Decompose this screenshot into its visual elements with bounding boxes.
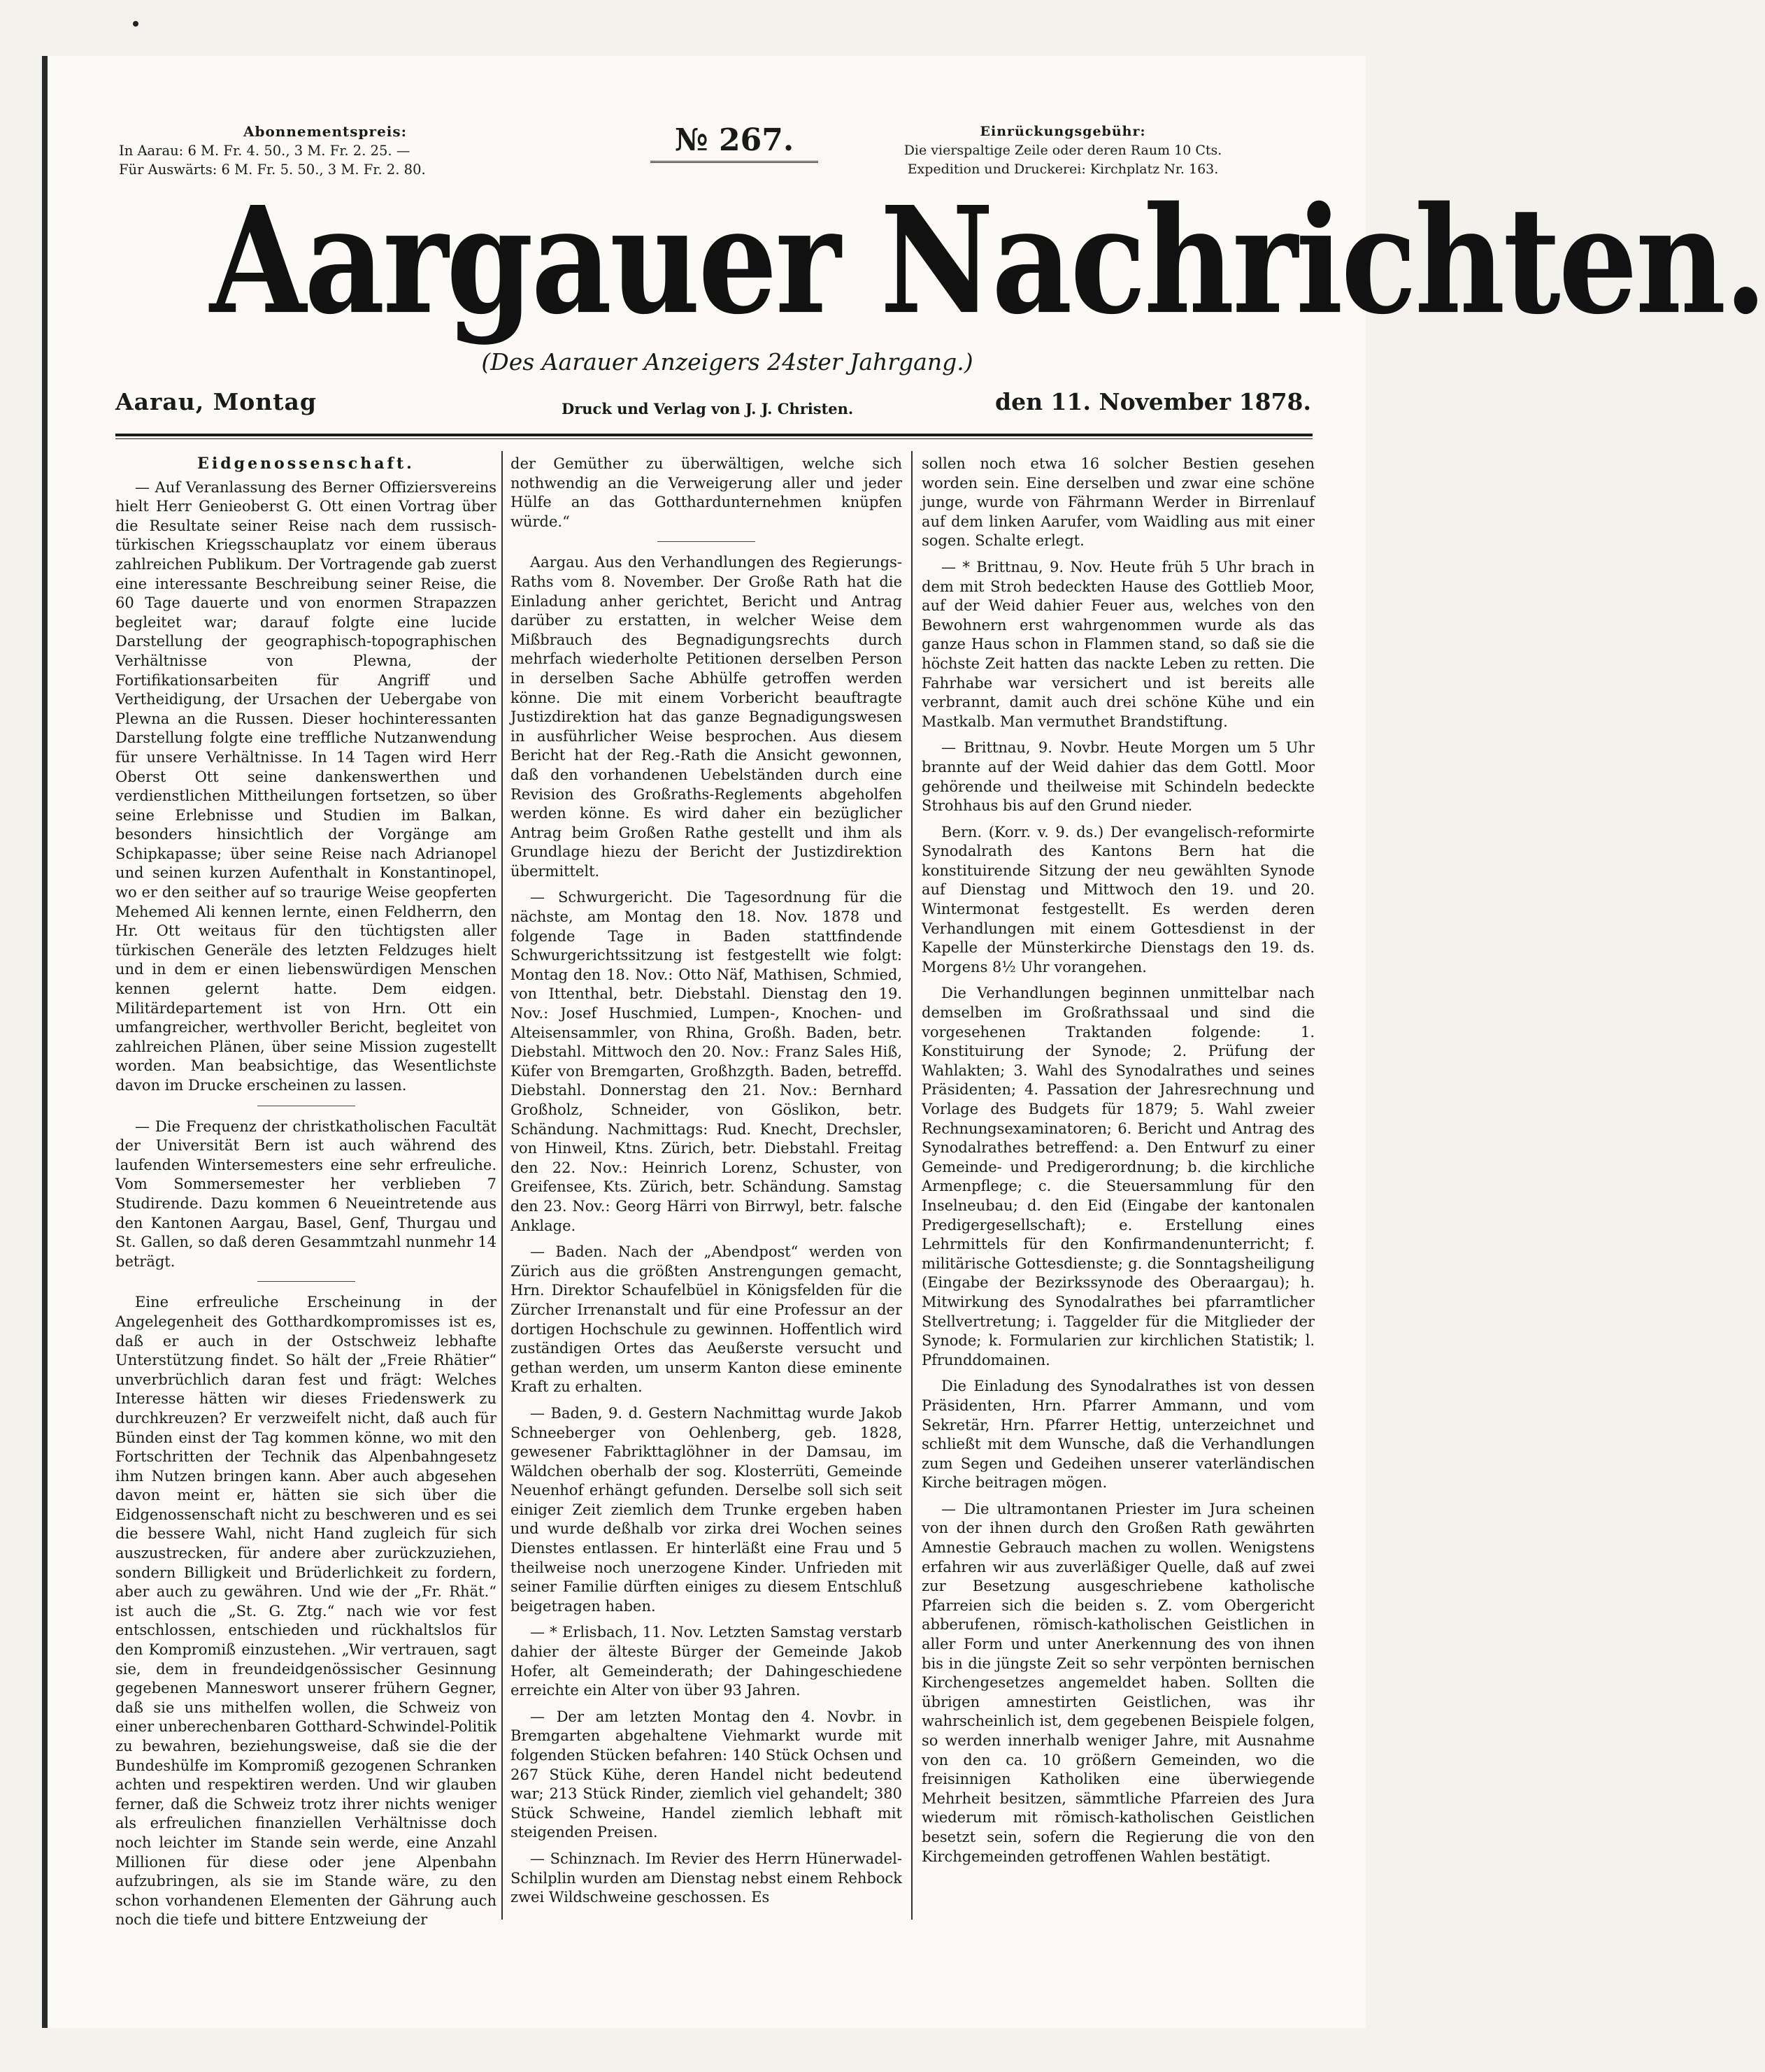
article-paragraph: Aargau. Aus den Verhandlungen des Regierungs-Raths vom 8. November. Der Große Rath hat die Einladung anher gerichtet, Bericht und Antrag darüber zu erstatten, in welcher Weise dem Mißbrauch des Begnadigungsrechts durch mehrfach wiederholte Petitionen derselben Person in derselben Sache Abhülfe getroffen werden könne. Die mit einem Vorbericht beauftragte Justizdirektion hat das ganze Begnadigungswesen in ausführlicher Weise besprochen. Aus diesem Bericht hat der Reg.-Rath die Ansicht gewonnen, daß den vorhandenen Uebelständen durch eine Revision des Großraths-Reglements abgeholfen werden könne. Es wird daher ein bezüglicher Antrag beim Großen Rathe gestellt und ihm als Grundlage hiezu der Bericht der Justizdirektion übermittelt. [510, 554, 902, 880]
dateline-date: den 11. November 1878. [995, 388, 1311, 415]
article-paragraph: der Gemüther zu überwältigen, welche sich nothwendig an die Verweigerung aller und jeder Hülfe an das Gotthardunternehmen knüpfen würde.“ [510, 455, 902, 530]
dateline [115, 388, 1311, 431]
article-paragraph: Die Verhandlungen beginnen unmittelbar nach demselben im Großrathssaal und sind die vorgesehenen Traktanden folgende: 1. Konstituirung der Synode; 2. Prüfung der Wahlakten; 3. Wahl des Synodalrathes und seines Präsidenten; 4. Passation der Jahresrechnung und Vorlage des Budgets für 1879; 5. Wahl zweier Rechnungsexaminatoren; 6. Bericht und Antrag des Synodalrathes betreffend: a. Den Entwurf zu einer Gemeinde- und Predigerordnung; b. die kirchliche Armenpflege; c. die Steuersammlung für den Inselneubau; d. den Eid (Eingabe der kantonalen Predigergesellschaft); e. Erstellung eines Lehrmittels für den Konfirmandenunterricht; f. militärische Gottesdienste; g. die Sonntagsheiligung (Eingabe der Bezirkssynode des Oberaargau); h. Mitwirkung des Synodalrathes bei pfarramtlicher Stellvertretung; i. Taggelder für die Mitglieder der Synode; k. Formularien zur kirchlichen Statistik; l. Pfrunddomainen. [922, 985, 1315, 1369]
column-3 [922, 455, 1315, 1873]
article-paragraph: — Baden, 9. d. Gestern Nachmittag wurde Jakob Schneeberger von Oehlenberg, geb. 1828, gewesener Fabrikttaglöhner in der Damsau, im Wäldchen oberhalb der sog. Klosterrüti, Gemeinde Neuenhof erhängt gefunden. Derselbe soll sich seit einiger Zeit ziemlich dem Trunke ergeben haben und wurde deßhalb vor zirka drei Wochen seines Dienstes entlassen. Er hinterläßt eine Frau und 5 theilweise noch unerzogene Kinder. Unfrieden mit seiner Familie dürften einiges zu diesem Entschluß beigetragen haben. [510, 1404, 902, 1615]
article-paragraph: — Brittnau, 9. Novbr. Heute Morgen um 5 Uhr brannte auf der Weid dahier das dem Gottl. Moor gehörende und theilweise mit Schindeln bedeckte Strohhaus bis auf den Grund nieder. [922, 739, 1315, 815]
issue-number: № 267. [650, 122, 818, 163]
article-paragraph: — Baden. Nach der „Abendpost“ werden von Zürich aus die größten Anstrengungen gemacht, Hrn. Direktor Schaufelbüel in Königsfelden für die Zürcher Irrenanstalt und für eine Professur an der dortigen Hochschule zu gewinnen. Hoffentlich wird zuständigen Ortes das Aeußerste versucht und gethan werden, um unserm Kanton diese eminente Kraft zu erhalten. [510, 1243, 902, 1396]
article-paragraph: — Die Frequenz der christkatholischen Facultät der Universität Bern ist auch während des laufenden Wintersemesters eine sehr erfreuliche. Vom Sommersemester her verblieben 7 Studirende. Dazu kommen 6 Neueintretende aus den Kantonen Aargau, Basel, Genf, Thurgau und St. Gallen, so daß deren Gesammtzahl nunmehr 14 beträgt. [115, 1117, 496, 1270]
masthead-title: Aargauer Nachrichten. [210, 174, 1765, 347]
fee-line-1: Die vierspaltige Zeile oder deren Raum 10 Cts. [903, 143, 1222, 158]
article-paragraph: Bern. (Korr. v. 9. ds.) Der evangelisch-reformirte Synodalrath des Kantons Bern hat die konstituirende Sitzung der neu gewählten Synode auf Dienstag und Mittwoch den 19. und 20. Wintermonat festgestellt. Es werden deren Verhandlungen mit einem Gottesdienst in der Kapelle der Münsterkirche Dienstags den 19. ds. Morgens 8½ Uhr vorangehen. [922, 823, 1315, 976]
header-rule-thin [115, 438, 1313, 439]
column-divider-1 [501, 451, 503, 1920]
dateline-city: Aarau, Montag [115, 388, 317, 415]
article-paragraph: — Der am letzten Montag den 4. Novbr. in Bremgarten abgehaltene Viehmarkt wurde mit folgenden Stücken befahren: 140 Stück Ochsen und 267 Stück Kühe, deren Handel nicht bedeutend war; 213 Stück Rinder, ziemlich viel gehandelt; 380 Stück Schweine, Handel ziemlich lebhaft mit steigenden Preisen. [510, 1708, 902, 1841]
header-rule [115, 434, 1313, 436]
column-2 [510, 455, 902, 1915]
subscription-box [119, 122, 531, 179]
article-paragraph: — * Brittnau, 9. Nov. Heute früh 5 Uhr brach in dem mit Stroh bedeckten Hause des Gottlieb Moor, auf der Weid dahier Feuer aus, welches von den Bewohnern erst wahrgenommen wurde als das ganze Haus schon in Flammen stand, so daß sie die höchste Zeit hatten das nackte Leben zu retten. Die Fahrhabe war versichert und ist bereits alle verbrannt, damit auch drei schöne Kühe und ein Mastkalb. Man vermuthet Brandstiftung. [922, 558, 1315, 730]
article-paragraph: — Schinznach. Im Revier des Herrn Hünerwadel-Schilplin wurden am Dienstag nebst einem Rehbock zwei Wildschweine geschossen. Es [510, 1850, 902, 1906]
article-paragraph: — * Erlisbach, 11. Nov. Letzten Samstag verstarb dahier der älteste Bürger der Gemeinde Jakob Hofer, alt Gemeinderath; der Dahingeschiedene erreichte ein Alter von über 93 Jahren. [510, 1624, 902, 1699]
masthead-subtitle: (Des Aarauer Anzeigers 24ster Jahrgang.) [481, 348, 973, 376]
subscription-line-2: Für Auswärts: 6 M. Fr. 5. 50., 3 M. Fr. 2. 80. [119, 162, 426, 178]
separator [257, 1281, 355, 1282]
article-paragraph: sollen noch etwa 16 solcher Bestien gesehen worden sein. Eine derselben und zwar eine schöne junge, wurde von Fährmann Werder in Birrenlauf auf dem linken Aarufer, vom Waidling aus mit einer sogen. Schalte erlegt. [922, 455, 1315, 550]
fee-line-2: Expedition und Druckerei: Kirchplatz Nr. 163. [907, 162, 1219, 177]
article-paragraph: Die Einladung des Synodalrathes ist von dessen Präsidenten, Hrn. Pfarrer Ammann, und vom Sekretär, Hrn. Pfarrer Hettig, unterzeichnet und schließt mit dem Wunsche, daß die Verhandlungen zum Segen und Gedeihen unserer vaterländischen Kirche beitragen mögen. [922, 1378, 1315, 1492]
dateline-printer: Druck und Verlag von J. J. Christen. [562, 400, 854, 417]
column-divider-2 [911, 451, 913, 1920]
subscription-line-1: In Aarau: 6 M. Fr. 4. 50., 3 M. Fr. 2. 25. — [119, 143, 410, 159]
subscription-title: Abonnementspreis: [243, 123, 408, 140]
article-paragraph: — Auf Veranlassung des Berner Offiziersvereins hielt Herr Genieoberst G. Ott einen Vortrag über die Resultate seiner Reise nach dem russisch-türkischen Kriegsschauplatz vor einem überaus zahlreichen Publikum. Der Vortragende gab zuerst eine interessante Beschreibung seiner Reise, die 60 Tage dauerte und von enormen Strapazzen begleitet war; darauf folgte eine lucide Darstellung der geographisch-topographischen Verhältnisse von Plewna, der Fortifikationsarbeiten für Angriff und Vertheidigung, der Ursachen der Uebergabe von Plewna an die Russen. Dieser hochinteressanten Darstellung folgte eine treffliche Nutzanwendung für unsere Verhältnisse. In 14 Tagen wird Herr Oberst Ott seine dankenswerthen und verdienstlichen Mittheilungen fortsetzen, so über seine Erlebnisse und Studien im Balkan, besonders hinsichtlich der Vorgänge am Schipkapasse; über seine Reise nach Adrianopel und seinen kurzen Aufenthalt in Konstantinopel, wo er den seither auf so traurige Weise geopferten Mehemed Ali kennen lernte, einen Feldherrn, den Hr. Ott weitaus für den tüchtigsten aller türkischen Generäle des letzten Feldzuges hielt und in dem er einen liebenswürdigen Menschen kennen gelernt hatte. Dem eidgen. Militärdepartement ist von Hrn. Ott ein umfangreicher, werthvoller Bericht, begleitet von zahlreichen Plänen, über seine Mission zugestellt worden. Man beabsichtige, das Wesentlichste davon im Drucke erscheinen zu lassen. [115, 478, 496, 1094]
fee-box [871, 122, 1255, 179]
section-title: Eidgenossenschaft. [197, 455, 415, 473]
column-1 [115, 455, 496, 1937]
article-paragraph: — Die ultramontanen Priester im Jura scheinen von der ihnen durch den Großen Rath gewährten Amnestie Gebrauch machen zu wollen. Wenigstens erfahren wir aus zuverläßiger Quelle, daß auf zwei zur Besetzung ausgeschriebene katholische Pfarreien sich die beiden s. Z. vom Obergericht abberufenen, römisch-katholischen Geistlichen in aller Form und unter Anerkennung des von ihnen bis in die jüngste Zeit so sehr verpönten bernischen Kirchengesetzes angemeldet haben. Sollten die übrigen amnestirten Geistlichen, was ihr wahrscheinlich ist, dem gegebenen Beispiele folgen, so werden innerhalb weniger Jahre, mit Ausnahme von den ca. 10 größern Gemeinden, wo die freisinnigen Katholiken eine überwiegende Mehrheit besitzen, sämmtliche Pfarreien des Jura wiederum mit römisch-katholischen Geistlichen besetzt sein, sofern die Regierung die von den Kirchgemeinden getroffenen Wahlen bestätigt. [922, 1500, 1315, 1865]
article-paragraph: — Schwurgericht. Die Tagesordnung für die nächste, am Montag den 18. Nov. 1878 und folgende Tage in Baden stattfindende Schwurgerichtssitzung ist festgestellt wie folgt: Montag den 18. Nov.: Otto Näf, Mathisen, Schmied, von Ittenthal, betr. Diebstahl. Dienstag den 19. Nov.: Josef Huschmied, Lumpen-, Knochen- und Alteisensammler, von Rhina, Großh. Baden, betr. Diebstahl. Mittwoch den 20. Nov.: Franz Sales Hiß, Küfer von Bremgarten, Großhzgth. Baden, betreffd. Diebstahl. Donnerstag den 21. Nov.: Bernhard Großholz, Schneider, von Göslikon, betr. Schändung. Nachmittags: Rud. Knecht, Drechsler, von Hinweil, Ktns. Zürich, betr. Diebstahl. Freitag den 22. Nov.: Heinrich Lorenz, Schuster, von Greifensee, Kts. Zürich, betr. Schändung. Samstag den 23. Nov.: Georg Härri von Birrwyl, betr. falsche Anklage. [510, 889, 902, 1234]
fee-title: Einrückungsgebühr: [980, 124, 1146, 139]
article-paragraph: Eine erfreuliche Erscheinung in der Angelegenheit des Gotthardkompromisses ist es, daß er auch in der Ostschweiz lebhafte Unterstützung findet. So hält der „Freie Rhätier“ unverbrüchlich daran fest und frägt: Welches Interesse hätten wir dieses Friedenswerk zu durchkreuzen? Er verzweifelt nicht, daß auch für Bünden einst der Tag kommen könne, wo mit den Fortschritten der Technik das Alpenbahngesetz ihm Nutzen bringen kann. Aber auch abgesehen davon meint er, hätten sie sich über die Eidgenossenschaft nicht zu beschweren und es sei die bessere Wahl, nicht Hand zugleich für sich auszustrecken, für andere aber zurückzuziehen, sondern Billigkeit und Brüderlichkeit zu fordern, aber auch zu gewähren. Und wie der „Fr. Rhät.“ ist auch die „St. G. Ztg.“ nach wie vor fest entschlossen, entschieden und rückhaltslos für den Kompromiß einzustehen. „Wir vertrauen, sagt sie, dem in freundeidgenössischer Gesinnung gegebenen Manneswort unserer frühern Gegner, daß sie uns mithelfen wollen, die Schweiz von einer unberechenbaren Gotthard-Schwindel-Politik zu bewahren, beziehungsweise, daß sie die der Bundeshülfe im Kompromiß gezogenen Schranken achten und respektiren werden. Und wir glauben ferner, daß die Schweiz trotz ihrer nichts weniger als erfreulichen finanziellen Verhältnisse doch noch leichter im Stande sein werde, eine Anzahl Millionen für diese oder jene Alpenbahn aufzubringen, als sie im Stande wäre, zu den schon vorhandenen Elementen der Gährung auch noch die tiefe und bittere Entzweiung der [115, 1294, 496, 1929]
ink-dot [133, 21, 138, 27]
separator [657, 541, 755, 542]
